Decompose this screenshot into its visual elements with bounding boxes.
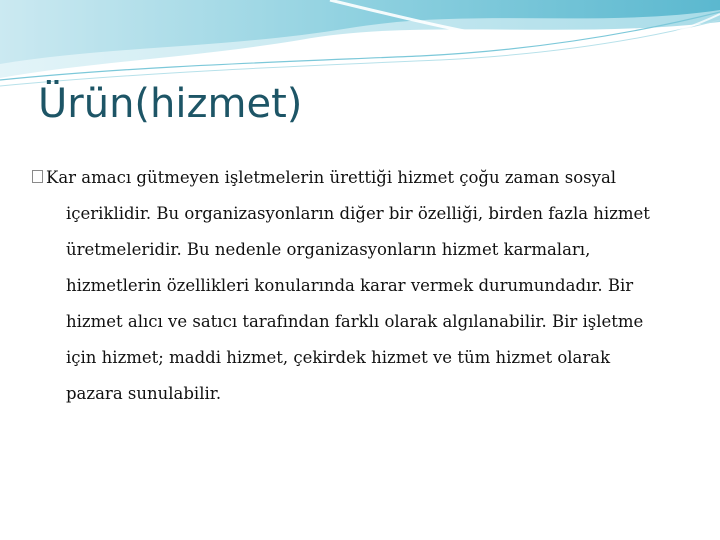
slide-title: Ürün(hizmet)	[38, 81, 303, 127]
body-line: üretmeleridir. Bu nedenle organizasyonların hizmet karmaları,	[66, 240, 591, 259]
header-wave-decoration	[0, 0, 720, 90]
body-line: için hizmet; maddi hizmet, çekirdek hizmet ve tüm hizmet olarak	[66, 348, 611, 367]
body-line: içeriklidir. Bu organizasyonların diğer bir özelliği, birden fazla hizmet	[66, 204, 650, 223]
body-line: Kar amacı gütmeyen işletmelerin ürettiği hizmet çoğu zaman sosyal	[46, 168, 617, 187]
body-line: hizmetlerin özellikleri konularında karar vermek durumundadır. Bir	[66, 276, 634, 295]
body-line: pazara sunulabilir.	[66, 384, 222, 403]
slide-body	[46, 160, 686, 412]
body-line: hizmet alıcı ve satıcı tarafından farklı olarak algılanabilir. Bir işletme	[66, 312, 644, 331]
square-bullet-icon	[32, 170, 43, 183]
